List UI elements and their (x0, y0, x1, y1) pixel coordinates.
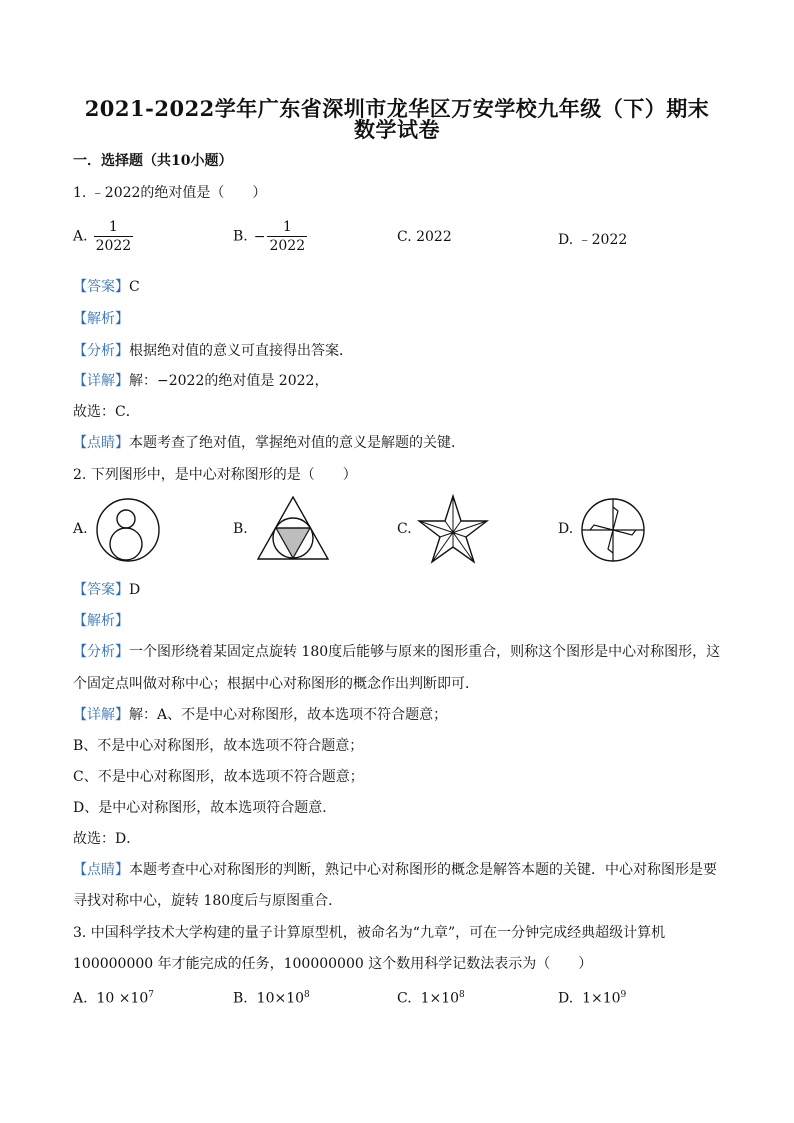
star-figure-icon (418, 495, 488, 565)
section-heading: 一．选择题（共10小题） (73, 153, 233, 169)
q2-xiangjie: 【详解】解：A、不是中心对称图形，故本选项不符合题意； (73, 707, 448, 723)
q1-choose: 故选：C． (73, 404, 140, 420)
q1-analysis-title: 【解析】 (73, 311, 129, 327)
q2-option-b[interactable]: B. (233, 521, 248, 537)
q1-option-a[interactable]: A. $\frac{1}{2022}$ (73, 219, 132, 254)
q3-stem: 3. 中国科学技术大学构建的量子计算原型机，被命名为“九章”，可在一分钟完成经典超级计算机 (73, 925, 666, 941)
fraction: $\frac{1}{2022}$ (269, 219, 306, 254)
q3-option-a[interactable]: A. $10 \times 10^7$ (73, 990, 155, 1007)
q3-stem-cont: 100000000 年才能完成的任务，100000000 这个数用科学记数法表示为（ ） (73, 956, 593, 972)
q3-option-b[interactable]: B. $10\times 10^8$ (233, 990, 310, 1007)
q2-choose: 故选：D． (73, 831, 141, 847)
q2-option-c[interactable]: C. (397, 521, 412, 537)
triangle-figure-icon (256, 495, 330, 563)
q2-xiangjie-b: B、不是中心对称图形，故本选项不符合题意； (73, 738, 364, 754)
q2-stem: 2. 下列图形中，是中心对称图形的是（ ） (73, 467, 357, 483)
q2-xiangjie-d: D、是中心对称图形，故本选项符合题意． (73, 800, 337, 816)
q1-stem: 1. ﹣2022的绝对值是（ ） (73, 185, 267, 201)
q3-option-d[interactable]: D. $1\times 10^9$ (558, 990, 627, 1007)
q2-dianjing-cont: 寻找对称中心，旋转 180度后与原图重合． (73, 893, 343, 909)
q1-fenxi: 【分析】根据绝对值的意义可直接得出答案． (73, 343, 353, 359)
q2-dianjing: 【点睛】本题考查中心对称图形的判断，熟记中心对称图形的概念是解答本题的关键．中心对称图形是要 (73, 862, 717, 878)
q1-dianjing: 【点睛】本题考查了绝对值，掌握绝对值的意义是解题的关键． (73, 435, 465, 451)
q2-fenxi-cont: 个固定点叫做对称中心；根据中心对称图形的概念作出判断即可． (73, 676, 479, 692)
q1-answer: 【答案】C (73, 279, 140, 295)
fraction: $\frac{1}{2022}$ (95, 219, 132, 254)
q2-option-a[interactable]: A. (73, 521, 88, 537)
q2-xiangjie-c: C、不是中心对称图形，故本选项不符合题意； (73, 769, 364, 785)
exam-title: 2021-2022学年广东省深圳市龙华区万安学校九年级（下）期末 (84, 96, 710, 121)
pinwheel-figure-icon (580, 497, 646, 563)
q1-option-d[interactable]: D. ﹣2022 (558, 232, 628, 248)
q2-option-d[interactable]: D. (558, 521, 574, 537)
circle-figure-icon (95, 497, 161, 563)
q3-option-c[interactable]: C. $1\times 10^8$ (397, 990, 465, 1007)
q1-xiangjie: 【详解】解：−2022的绝对值是 2022， (73, 373, 329, 389)
exam-subtitle: 数学试卷 (354, 117, 440, 142)
q2-answer: 【答案】D (73, 582, 141, 598)
q1-option-b[interactable]: B. − $\frac{1}{2022}$ (233, 219, 306, 254)
q2-analysis-title: 【解析】 (73, 613, 129, 629)
q2-fenxi: 【分析】一个图形绕着某固定点旋转 180度后能够与原来的图形重合，则称这个图形是中心对称图形，这 (73, 644, 721, 660)
q1-option-c[interactable]: C. 2022 (397, 229, 452, 245)
